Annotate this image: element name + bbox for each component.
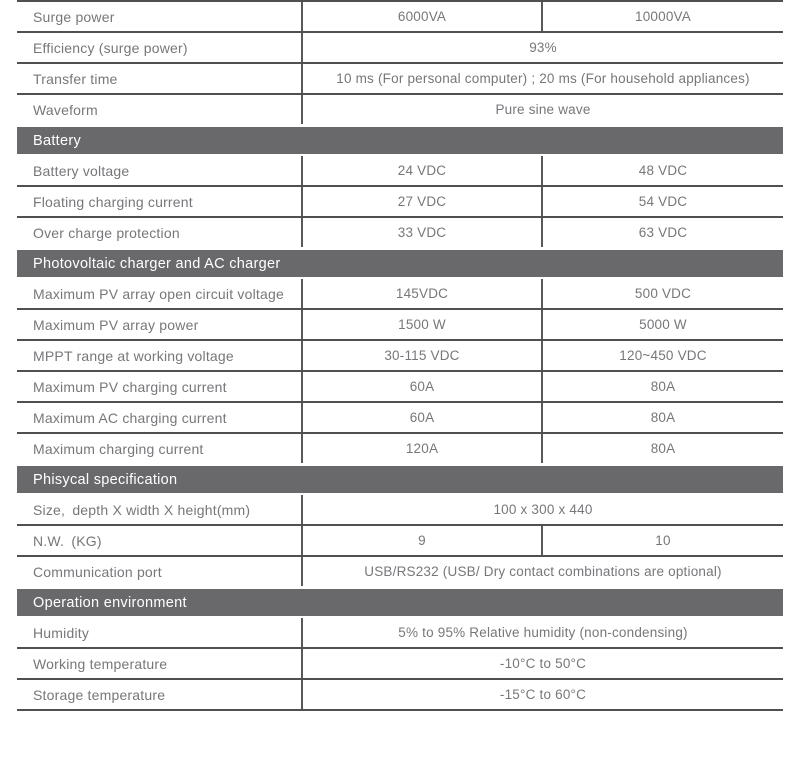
- spec-value-shared: 93%: [529, 40, 557, 55]
- spec-row-transfer-time: [17, 64, 783, 95]
- spec-label: Battery voltage: [17, 156, 303, 185]
- spec-label: Maximum AC charging current: [17, 403, 303, 432]
- spec-row-efficiency: [17, 33, 783, 64]
- spec-value-model2: 500 VDC: [634, 286, 692, 301]
- spec-value-model2: 63 VDC: [638, 225, 688, 240]
- spec-value-model1: 24 VDC: [303, 156, 543, 185]
- spec-value-model2: 10: [655, 533, 671, 548]
- spec-label: Transfer time: [17, 64, 303, 93]
- spec-label: Maximum charging current: [17, 434, 303, 463]
- spec-value-model2: 80A: [650, 441, 676, 456]
- spec-row-storage-temperature: [17, 680, 783, 711]
- specification-table: [17, 0, 783, 711]
- spec-label: Maximum PV charging current: [17, 372, 303, 401]
- spec-row-over-charge-protection: [17, 218, 783, 247]
- spec-value-model1: 6000VA: [303, 2, 543, 31]
- spec-label: MPPT range at working voltage: [17, 341, 303, 370]
- section-header-physical-specification: Phisycal specification: [17, 466, 783, 493]
- spec-label: Size, depth X width X height(mm): [17, 495, 303, 524]
- spec-value-model1: 27 VDC: [303, 187, 543, 216]
- spec-row-pv-array-power: [17, 310, 783, 341]
- spec-value-model1: 60A: [303, 403, 543, 432]
- spec-value-shared: 100 x 300 x 440: [493, 502, 593, 517]
- spec-value-shared: Pure sine wave: [495, 102, 591, 117]
- spec-value-model2: 10000VA: [635, 9, 691, 24]
- spec-row-size: [17, 495, 783, 526]
- spec-label: Surge power: [17, 2, 303, 31]
- spec-label: N.W. (KG): [17, 526, 303, 555]
- spec-value-model1: 33 VDC: [303, 218, 543, 247]
- spec-label: Over charge protection: [17, 218, 303, 247]
- spec-row-floating-charging-current: [17, 187, 783, 218]
- spec-value-model2: 80A: [650, 410, 676, 425]
- spec-row-communication-port: [17, 557, 783, 586]
- spec-row-humidity: [17, 618, 783, 649]
- spec-label: Storage temperature: [17, 680, 303, 709]
- section-header-operation-environment: Operation environment: [17, 589, 783, 616]
- spec-value-model2: 120~450 VDC: [619, 348, 707, 363]
- spec-value-model1: 60A: [303, 372, 543, 401]
- spec-row-waveform: [17, 95, 783, 124]
- spec-label: Maximum PV array power: [17, 310, 303, 339]
- spec-row-pv-open-circuit-voltage: [17, 279, 783, 310]
- spec-label: Working temperature: [17, 649, 303, 678]
- spec-value-model1: 120A: [303, 434, 543, 463]
- spec-row-max-charging-current: [17, 434, 783, 463]
- spec-label: Humidity: [17, 618, 303, 647]
- spec-row-net-weight: [17, 526, 783, 557]
- spec-value-shared: 5% to 95% Relative humidity (non-condensing): [398, 625, 688, 640]
- spec-label: Communication port: [17, 557, 303, 586]
- spec-value-model1: 9: [303, 526, 543, 555]
- spec-label: Floating charging current: [17, 187, 303, 216]
- spec-row-mppt-range: [17, 341, 783, 372]
- spec-row-working-temperature: [17, 649, 783, 680]
- spec-label: Waveform: [17, 95, 303, 124]
- spec-value-shared: -10°C to 50°C: [499, 656, 587, 671]
- spec-label: Maximum PV array open circuit voltage: [17, 279, 303, 308]
- spec-label: Efficiency (surge power): [17, 33, 303, 62]
- spec-value-shared: USB/RS232 (USB/ Dry contact combinations are optional): [364, 564, 722, 579]
- spec-row-max-ac-charging-current: [17, 403, 783, 434]
- spec-value-model2: 54 VDC: [638, 194, 688, 209]
- spec-value-model2: 48 VDC: [638, 163, 688, 178]
- spec-value-model1: 145VDC: [303, 279, 543, 308]
- spec-value-model2: 5000 W: [639, 317, 687, 332]
- spec-value-model2: 80A: [650, 379, 676, 394]
- section-header-pv-ac-charger: Photovoltaic charger and AC charger: [17, 250, 783, 277]
- section-header-battery: Battery: [17, 127, 783, 154]
- spec-row-surge-power: [17, 2, 783, 33]
- spec-value-shared: 10 ms (For personal computer) ; 20 ms (For household appliances): [336, 71, 750, 86]
- spec-row-max-pv-charging-current: [17, 372, 783, 403]
- spec-row-battery-voltage: [17, 156, 783, 187]
- spec-value-model1: 30-115 VDC: [303, 341, 543, 370]
- spec-value-shared: -15°C to 60°C: [499, 687, 587, 702]
- spec-value-model1: 1500 W: [303, 310, 543, 339]
